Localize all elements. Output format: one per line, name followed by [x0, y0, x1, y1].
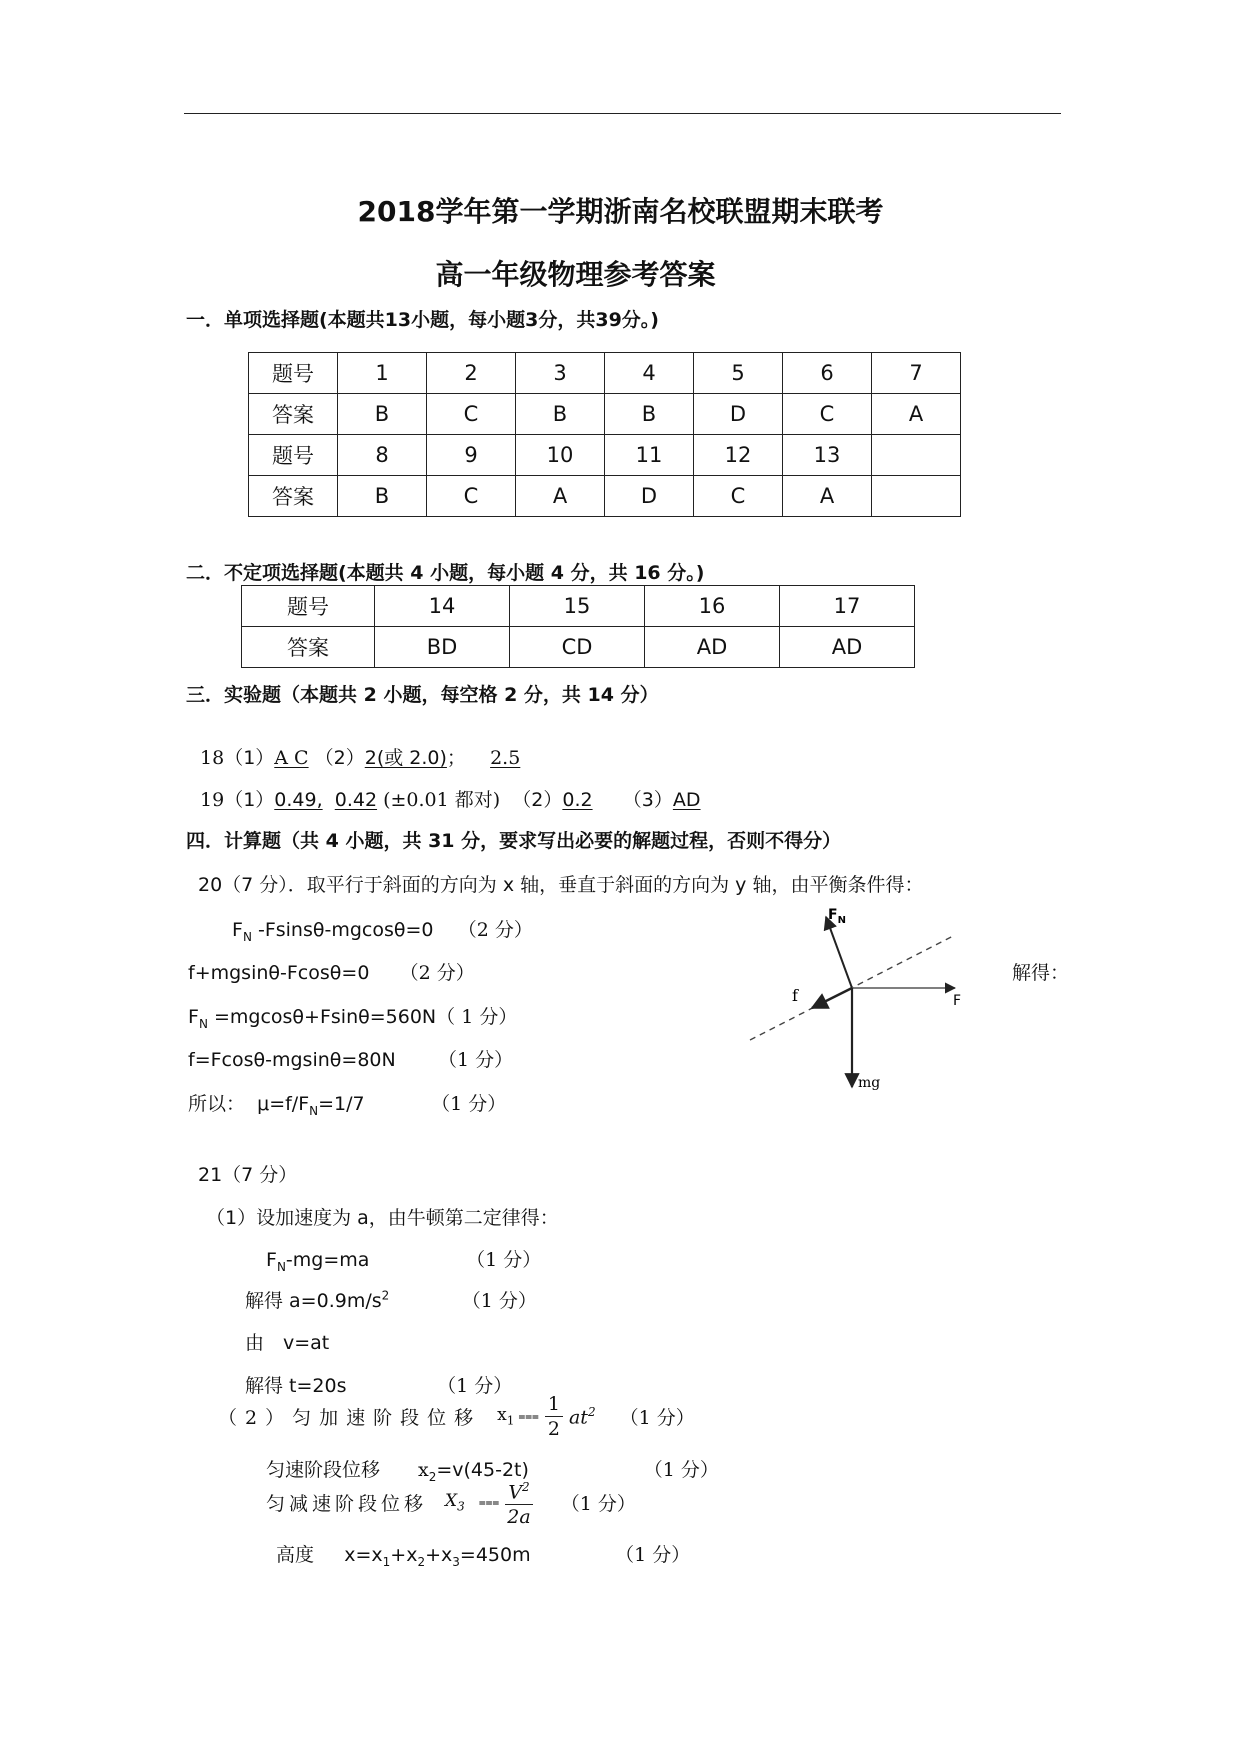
multi-choice-cell: 15 [510, 586, 645, 627]
x1-fraction: $\frac{1}{2}$ [545, 1392, 563, 1441]
single-choice-cell: 8 [338, 435, 427, 476]
q21-e2: 解得 $a=0.9m/s^2$ （1 分） [245, 1288, 537, 1312]
single-choice-cell: B [516, 394, 605, 435]
single-choice-cell: B [338, 476, 427, 517]
single-choice-cell: D [605, 476, 694, 517]
single-choice-cell: 2 [427, 353, 516, 394]
q19-tolerance-note: (±0.01 都对) [383, 789, 501, 811]
label-applied-force: F [953, 993, 962, 1009]
force-diagram [740, 895, 970, 1105]
single-choice-cell: B [605, 394, 694, 435]
single-choice-cell: 1 [338, 353, 427, 394]
header-rule [184, 113, 1061, 114]
q18-part1-label: （1） [224, 747, 275, 769]
section2-heading: 二．不定项选择题(本题共 4 小题，每小题 4 分，共 16 分。) [186, 562, 705, 584]
q20-eq4: f=Fcosθ-mgsinθ=80N （1 分） [188, 1049, 514, 1071]
label-gravity: mg [858, 1075, 881, 1091]
single-choice-cell: C [694, 476, 783, 517]
single-choice-row [249, 353, 961, 394]
q18-part2-label: （2） [314, 747, 365, 769]
single-choice-row-header: 答案 [249, 476, 338, 517]
single-choice-cell: 9 [427, 435, 516, 476]
multi-choice-row-header: 答案 [242, 627, 375, 668]
single-choice-cell: C [783, 394, 872, 435]
normal-force-arrow [826, 917, 852, 988]
q18-number: 18 [200, 747, 225, 769]
multi-choice-cell: AD [645, 627, 780, 668]
document-title: 2018学年第一学期浙南名校联盟期末联考 [357, 195, 884, 228]
q19-answer-2: 0.42 [334, 789, 378, 811]
q21-e3: 由 v=at [245, 1332, 330, 1354]
q19-number: 19 [200, 789, 225, 811]
single-choice-cell [872, 476, 961, 517]
q21-e1: $F_N-mg=ma$ （1 分） [266, 1249, 542, 1274]
single-choice-row [249, 394, 961, 435]
x3-fraction: $\frac{V^2}{2a}$ [505, 1475, 532, 1529]
q20-eq3: $F_N =mgcos\theta+Fsin\theta=560N$（ 1 分） [188, 1006, 518, 1031]
single-choice-cell: 11 [605, 435, 694, 476]
q21-height-line: 高度 $x=x_1+x_2+x_3=450m$ （1 分） [276, 1544, 691, 1569]
single-choice-cell: D [694, 394, 783, 435]
single-choice-answer-table [248, 352, 961, 517]
q19-answer-4: AD [672, 789, 701, 811]
q21-part1: （1）设加速度为 a，由牛顿第二定律得： [206, 1207, 559, 1229]
section1-heading: 一．单项选择题(本题共13小题，每小题3分，共39分。) [186, 309, 659, 331]
single-choice-cell: 10 [516, 435, 605, 476]
q21-heading: 21（7 分） [198, 1164, 298, 1186]
q19-part1-label: （1） [224, 789, 275, 811]
single-choice-row-header: 答案 [249, 394, 338, 435]
multi-choice-answer-table [241, 585, 915, 668]
single-choice-cell: 6 [783, 353, 872, 394]
single-choice-cell: 7 [872, 353, 961, 394]
q19-answer-3: 0.2 [562, 789, 593, 811]
multi-choice-row-header: 题号 [242, 586, 375, 627]
q20-intro: 20（7 分）．取平行于斜面的方向为 x 轴，垂直于斜面的方向为 y 轴，由平衡条件得： [198, 874, 924, 896]
q21-x1-line: （2）匀加速阶段位移 $x_1$ ⩶ $\frac{1}{2}$ $at^2$ （1 分） [218, 1393, 695, 1440]
single-choice-cell: 3 [516, 353, 605, 394]
single-choice-cell: A [516, 476, 605, 517]
multi-choice-cell: 14 [375, 586, 510, 627]
single-choice-cell: 13 [783, 435, 872, 476]
q18-answer-3: 2.5 [490, 747, 521, 769]
q19-answer-1: 0.49, [274, 789, 323, 811]
single-choice-cell: B [338, 394, 427, 435]
single-choice-cell [872, 435, 961, 476]
q19-part3-label: （3） [622, 789, 673, 811]
q18-answer-1: A C [274, 747, 309, 769]
q21-e4: 解得 t=20s （1 分） [245, 1375, 513, 1397]
q18-answer-2: 2(或 2.0) [364, 747, 447, 769]
section4-heading: 四．计算题（共 4 小题，共 31 分，要求写出必要的解题过程，否则不得分） [186, 830, 842, 852]
q21-x2-line: 匀速阶段位移 $x_2=v(45-2t)$ （1 分） [266, 1459, 719, 1484]
q19-answer-line [200, 785, 701, 812]
single-choice-cell: 4 [605, 353, 694, 394]
multi-choice-row [242, 586, 915, 627]
single-choice-cell: 12 [694, 435, 783, 476]
document-subtitle: 高一年级物理参考答案 [435, 258, 716, 291]
multi-choice-cell: CD [510, 627, 645, 668]
label-fn: $F_N$ [828, 907, 846, 926]
multi-choice-cell: 16 [645, 586, 780, 627]
label-friction: f [792, 986, 798, 1005]
single-choice-row [249, 476, 961, 517]
multi-choice-cell: AD [780, 627, 915, 668]
single-choice-row [249, 435, 961, 476]
section3-heading: 三．实验题（本题共 2 小题，每空格 2 分，共 14 分） [186, 684, 659, 706]
single-choice-cell: C [427, 394, 516, 435]
q18-answer-line [200, 743, 520, 770]
single-choice-cell: C [427, 476, 516, 517]
single-choice-row-header: 题号 [249, 353, 338, 394]
friction-arrow [812, 988, 852, 1008]
q21-x3-line: 匀减速阶段位移 $X_3$ ⩶ $\frac{V^2}{2a}$ （1 分） [266, 1475, 636, 1529]
single-choice-cell: 5 [694, 353, 783, 394]
single-choice-row-header: 题号 [249, 435, 338, 476]
multi-choice-cell: 17 [780, 586, 915, 627]
single-choice-cell: A [783, 476, 872, 517]
q20-solve-label: 解得： [1012, 962, 1070, 984]
multi-choice-cell: BD [375, 627, 510, 668]
multi-choice-row [242, 627, 915, 668]
q18-separator: ； [446, 747, 466, 769]
q19-part2-label: （2） [512, 789, 563, 811]
q20-eq2: f+mgsinθ-Fcosθ=0 （2 分） [188, 962, 475, 984]
q20-eq1: $F_N$ -Fsinsθ-mgcosθ=0 （2 分） [232, 919, 533, 944]
single-choice-cell: A [872, 394, 961, 435]
q20-eq5: 所以： $\mu=f/F_N=1/7$ （1 分） [188, 1093, 507, 1118]
